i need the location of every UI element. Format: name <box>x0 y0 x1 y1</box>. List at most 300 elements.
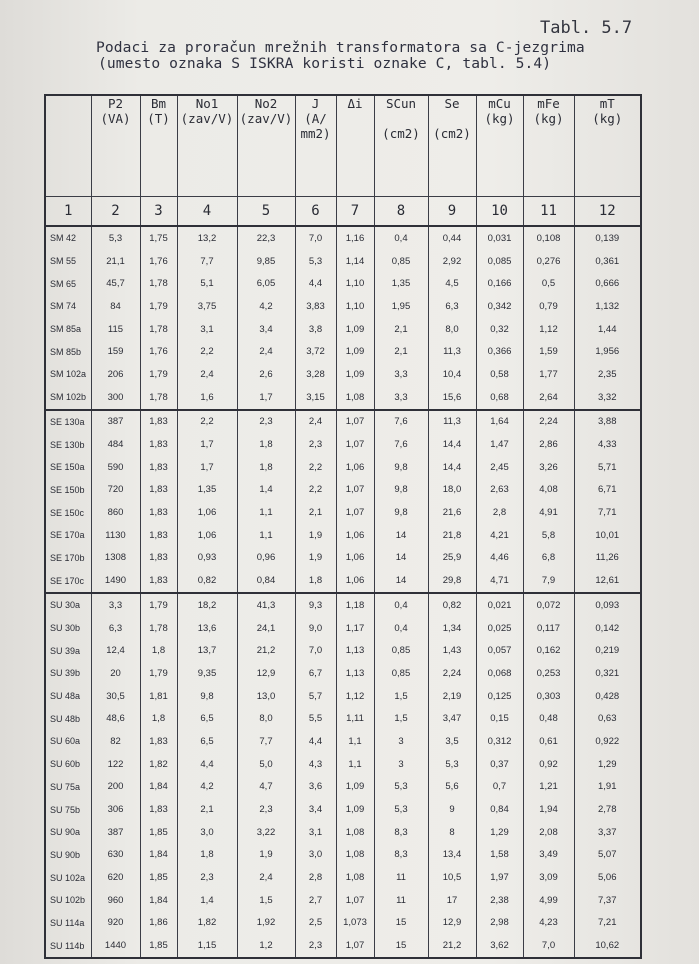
value-cell: 1,17 <box>336 617 374 640</box>
column-header-line: mm2) <box>300 126 331 141</box>
value-cell: 1,44 <box>574 318 641 341</box>
column-header-line: (kg) <box>533 111 564 126</box>
column-header-line <box>575 126 641 141</box>
value-cell: 1,78 <box>140 617 177 640</box>
value-cell: 2,4 <box>295 410 336 434</box>
value-cell: 12,9 <box>428 912 476 935</box>
value-cell: 6,3 <box>91 617 140 640</box>
value-cell: 1,83 <box>140 569 177 593</box>
core-type-cell: SE 130a <box>45 410 91 434</box>
value-cell: 12,4 <box>91 639 140 662</box>
value-cell: 1,10 <box>336 295 374 318</box>
value-cell: 6,05 <box>237 272 295 295</box>
value-cell: 206 <box>91 363 140 386</box>
value-cell: 1,83 <box>140 433 177 456</box>
value-cell: 0,79 <box>523 295 574 318</box>
value-cell: 1,9 <box>237 844 295 867</box>
value-cell: 0,031 <box>476 226 523 250</box>
column-header-7 <box>336 95 374 197</box>
value-cell: 1,7 <box>177 433 237 456</box>
value-cell: 0,44 <box>428 226 476 250</box>
value-cell: 13,0 <box>237 685 295 708</box>
value-cell: 1,79 <box>140 593 177 617</box>
value-cell: 590 <box>91 456 140 479</box>
column-header-12 <box>574 95 641 197</box>
value-cell: 12,9 <box>237 662 295 685</box>
value-cell: 5,3 <box>428 753 476 776</box>
value-cell: 0,021 <box>476 593 523 617</box>
value-cell: 0,82 <box>428 593 476 617</box>
value-cell: 2,92 <box>428 250 476 273</box>
core-type-cell: SU 48b <box>45 707 91 730</box>
column-header-line: (VA) <box>100 111 131 126</box>
column-number: 5 <box>237 197 295 227</box>
value-cell: 13,6 <box>177 617 237 640</box>
value-cell: 20 <box>91 662 140 685</box>
value-cell: 0,63 <box>574 707 641 730</box>
value-cell: 7,6 <box>374 433 428 456</box>
value-cell: 1,97 <box>476 866 523 889</box>
value-cell: 1,7 <box>177 456 237 479</box>
value-cell: 9 <box>428 798 476 821</box>
value-cell: 2,3 <box>295 934 336 958</box>
value-cell: 21,2 <box>237 639 295 662</box>
column-header-line: (zav/V) <box>180 111 234 126</box>
value-cell: 0,321 <box>574 662 641 685</box>
value-cell: 2,3 <box>237 410 295 434</box>
value-cell: 1,4 <box>177 889 237 912</box>
value-cell: 21,1 <box>91 250 140 273</box>
value-cell: 1,2 <box>237 934 295 958</box>
table-row <box>45 753 641 776</box>
column-header-line: No2 <box>254 96 278 111</box>
value-cell: 3,6 <box>295 776 336 799</box>
value-cell: 3 <box>374 753 428 776</box>
value-cell: 11 <box>374 889 428 912</box>
value-cell: 29,8 <box>428 569 476 593</box>
column-header-8 <box>374 95 428 197</box>
value-cell: 2,63 <box>476 479 523 502</box>
value-cell: 1130 <box>91 524 140 547</box>
value-cell: 0,7 <box>476 776 523 799</box>
value-cell: 200 <box>91 776 140 799</box>
value-cell: 1,5 <box>237 889 295 912</box>
value-cell: 2,2 <box>177 410 237 434</box>
value-cell: 13,7 <box>177 639 237 662</box>
value-cell: 2,3 <box>237 798 295 821</box>
value-cell: 1,79 <box>140 363 177 386</box>
value-cell: 1,13 <box>336 639 374 662</box>
value-cell: 1,09 <box>336 318 374 341</box>
value-cell: 6,71 <box>574 479 641 502</box>
core-type-cell: SU 75a <box>45 776 91 799</box>
value-cell: 1,06 <box>177 501 237 524</box>
column-number: 3 <box>140 197 177 227</box>
value-cell: 1,5 <box>374 707 428 730</box>
value-cell: 4,4 <box>295 272 336 295</box>
core-type-cell: SM 55 <box>45 250 91 273</box>
value-cell: 1,81 <box>140 685 177 708</box>
value-cell: 3,15 <box>295 386 336 410</box>
value-cell: 15,6 <box>428 386 476 410</box>
value-cell: 0,37 <box>476 753 523 776</box>
value-cell: 1,83 <box>140 479 177 502</box>
value-cell: 3,72 <box>295 340 336 363</box>
value-cell: 7,0 <box>523 934 574 958</box>
value-cell: 3,5 <box>428 730 476 753</box>
value-cell: 2,1 <box>177 798 237 821</box>
value-cell: 13,2 <box>177 226 237 250</box>
value-cell: 5,71 <box>574 456 641 479</box>
table-row <box>45 363 641 386</box>
value-cell: 1,21 <box>523 776 574 799</box>
table-row <box>45 685 641 708</box>
value-cell: 7,37 <box>574 889 641 912</box>
value-cell: 5,3 <box>295 250 336 273</box>
column-header-line <box>337 126 374 141</box>
value-cell: 1,09 <box>336 798 374 821</box>
value-cell: 0,253 <box>523 662 574 685</box>
value-cell: 2,4 <box>237 866 295 889</box>
value-cell: 1,34 <box>428 617 476 640</box>
value-cell: 4,7 <box>237 776 295 799</box>
value-cell: 5,6 <box>428 776 476 799</box>
value-cell: 11,3 <box>428 410 476 434</box>
value-cell: 1,85 <box>140 866 177 889</box>
table-label: Tabl. 5.7 <box>540 18 633 38</box>
value-cell: 10,4 <box>428 363 476 386</box>
value-cell: 21,8 <box>428 524 476 547</box>
value-cell: 0,32 <box>476 318 523 341</box>
value-cell: 300 <box>91 386 140 410</box>
table-row <box>45 272 641 295</box>
column-header-line <box>477 126 523 141</box>
core-type-cell: SU 48a <box>45 685 91 708</box>
value-cell: 0,117 <box>523 617 574 640</box>
table-row <box>45 844 641 867</box>
value-cell: 9,85 <box>237 250 295 273</box>
value-cell: 7,9 <box>523 569 574 593</box>
value-cell: 2,6 <box>237 363 295 386</box>
core-type-cell: SU 75b <box>45 798 91 821</box>
column-number: 11 <box>523 197 574 227</box>
value-cell: 1,16 <box>336 226 374 250</box>
value-cell: 6,7 <box>295 662 336 685</box>
value-cell: 1,11 <box>336 707 374 730</box>
table-row <box>45 617 641 640</box>
column-header-2 <box>91 95 140 197</box>
column-header-line: Δi <box>347 96 363 111</box>
value-cell: 84 <box>91 295 140 318</box>
value-cell: 387 <box>91 821 140 844</box>
value-cell: 9,35 <box>177 662 237 685</box>
core-type-cell: SM 65 <box>45 272 91 295</box>
table-row <box>45 479 641 502</box>
value-cell: 2,64 <box>523 386 574 410</box>
value-cell: 1,07 <box>336 479 374 502</box>
value-cell: 2,2 <box>177 340 237 363</box>
value-cell: 1,09 <box>336 340 374 363</box>
value-cell: 122 <box>91 753 140 776</box>
value-cell: 1,83 <box>140 798 177 821</box>
column-header-line: mCu <box>488 96 511 111</box>
value-cell: 0,085 <box>476 250 523 273</box>
value-cell: 1,07 <box>336 889 374 912</box>
core-type-cell: SM 102a <box>45 363 91 386</box>
value-cell: 2,38 <box>476 889 523 912</box>
value-cell: 1,84 <box>140 776 177 799</box>
value-cell: 48,6 <box>91 707 140 730</box>
value-cell: 1,83 <box>140 501 177 524</box>
value-cell: 1,15 <box>177 934 237 958</box>
value-cell: 1,06 <box>336 547 374 570</box>
value-cell: 2,1 <box>374 318 428 341</box>
value-cell: 2,3 <box>177 866 237 889</box>
value-cell: 1,09 <box>336 363 374 386</box>
value-cell: 1440 <box>91 934 140 958</box>
value-cell: 10,62 <box>574 934 641 958</box>
value-cell: 1,84 <box>140 889 177 912</box>
value-cell: 387 <box>91 410 140 434</box>
value-cell: 1,06 <box>177 524 237 547</box>
value-cell: 5,7 <box>295 685 336 708</box>
transformer-data-table <box>44 94 642 959</box>
value-cell: 860 <box>91 501 140 524</box>
value-cell: 14 <box>374 524 428 547</box>
value-cell: 1,47 <box>476 433 523 456</box>
value-cell: 2,08 <box>523 821 574 844</box>
value-cell: 13,4 <box>428 844 476 867</box>
value-cell: 1,956 <box>574 340 641 363</box>
value-cell: 2,98 <box>476 912 523 935</box>
value-cell: 3,4 <box>295 798 336 821</box>
core-type-cell: SM 85a <box>45 318 91 341</box>
value-cell: 0,025 <box>476 617 523 640</box>
value-cell: 3,09 <box>523 866 574 889</box>
value-cell: 11,3 <box>428 340 476 363</box>
value-cell: 5,3 <box>374 776 428 799</box>
core-type-cell: SE 150c <box>45 501 91 524</box>
column-header-line <box>46 96 91 111</box>
value-cell: 0,125 <box>476 685 523 708</box>
core-type-cell: SM 85b <box>45 340 91 363</box>
column-header-line: Bm <box>150 96 167 111</box>
value-cell: 0,61 <box>523 730 574 753</box>
value-cell: 960 <box>91 889 140 912</box>
value-cell: 14 <box>374 569 428 593</box>
value-cell: 4,23 <box>523 912 574 935</box>
value-cell: 8,0 <box>237 707 295 730</box>
value-cell: 3,8 <box>295 318 336 341</box>
value-cell: 1,91 <box>574 776 641 799</box>
column-number: 12 <box>574 197 641 227</box>
value-cell: 1,83 <box>140 456 177 479</box>
value-cell: 22,3 <box>237 226 295 250</box>
value-cell: 620 <box>91 866 140 889</box>
value-cell: 3,22 <box>237 821 295 844</box>
value-cell: 1,59 <box>523 340 574 363</box>
column-header-line: J <box>311 96 320 111</box>
value-cell: 21,6 <box>428 501 476 524</box>
column-number: 8 <box>374 197 428 227</box>
column-header-line <box>524 126 574 141</box>
value-cell: 9,8 <box>374 501 428 524</box>
table-row <box>45 318 641 341</box>
value-cell: 1,7 <box>237 386 295 410</box>
table-row <box>45 776 641 799</box>
core-type-cell: SE 130b <box>45 433 91 456</box>
value-cell: 10,5 <box>428 866 476 889</box>
value-cell: 0,166 <box>476 272 523 295</box>
value-cell: 1,82 <box>140 753 177 776</box>
column-number: 2 <box>91 197 140 227</box>
value-cell: 0,48 <box>523 707 574 730</box>
value-cell: 3 <box>374 730 428 753</box>
table-row <box>45 456 641 479</box>
column-header-line: SCun <box>385 96 417 111</box>
core-type-cell: SE 150b <box>45 479 91 502</box>
core-type-cell: SU 39b <box>45 662 91 685</box>
value-cell: 1,76 <box>140 250 177 273</box>
value-cell: 7,71 <box>574 501 641 524</box>
value-cell: 5,3 <box>91 226 140 250</box>
value-cell: 5,1 <box>177 272 237 295</box>
value-cell: 0,5 <box>523 272 574 295</box>
value-cell: 1,95 <box>374 295 428 318</box>
value-cell: 0,92 <box>523 753 574 776</box>
table-row <box>45 707 641 730</box>
value-cell: 8 <box>428 821 476 844</box>
value-cell: 1,9 <box>295 524 336 547</box>
value-cell: 159 <box>91 340 140 363</box>
value-cell: 0,93 <box>177 547 237 570</box>
column-header-line: (cm2) <box>382 126 420 141</box>
value-cell: 3,1 <box>177 318 237 341</box>
value-cell: 2,19 <box>428 685 476 708</box>
value-cell: 2,3 <box>295 433 336 456</box>
value-cell: 17 <box>428 889 476 912</box>
value-cell: 1,1 <box>336 730 374 753</box>
table-row <box>45 295 641 318</box>
value-cell: 1,8 <box>140 707 177 730</box>
value-cell: 4,91 <box>523 501 574 524</box>
value-cell: 7,0 <box>295 639 336 662</box>
value-cell: 1490 <box>91 569 140 593</box>
value-cell: 14,4 <box>428 433 476 456</box>
value-cell: 2,2 <box>295 456 336 479</box>
table-row <box>45 547 641 570</box>
core-type-cell: SE 170c <box>45 569 91 593</box>
value-cell: 41,3 <box>237 593 295 617</box>
value-cell: 1,09 <box>336 776 374 799</box>
value-cell: 0,139 <box>574 226 641 250</box>
value-cell: 3,26 <box>523 456 574 479</box>
column-number: 7 <box>336 197 374 227</box>
core-type-cell: SM 102b <box>45 386 91 410</box>
value-cell: 1,83 <box>140 730 177 753</box>
value-cell: 3,75 <box>177 295 237 318</box>
value-cell: 0,96 <box>237 547 295 570</box>
table-row <box>45 821 641 844</box>
column-number: 10 <box>476 197 523 227</box>
caption-line-1: Podaci za proračun mrežnih transformatora sa C-jezgrima <box>96 39 585 56</box>
value-cell: 1,64 <box>476 410 523 434</box>
value-cell: 1,75 <box>140 226 177 250</box>
value-cell: 12,61 <box>574 569 641 593</box>
value-cell: 1,83 <box>140 524 177 547</box>
value-cell: 3,28 <box>295 363 336 386</box>
value-cell: 1,35 <box>374 272 428 295</box>
value-cell: 4,3 <box>295 753 336 776</box>
value-cell: 0,057 <box>476 639 523 662</box>
value-cell: 0,4 <box>374 226 428 250</box>
value-cell: 0,276 <box>523 250 574 273</box>
value-cell: 11 <box>374 866 428 889</box>
core-type-cell: SE 150a <box>45 456 91 479</box>
value-cell: 0,428 <box>574 685 641 708</box>
value-cell: 2,5 <box>295 912 336 935</box>
value-cell: 3,3 <box>374 363 428 386</box>
value-cell: 1,58 <box>476 844 523 867</box>
column-header-line <box>178 126 237 141</box>
value-cell: 0,4 <box>374 593 428 617</box>
value-cell: 3,3 <box>374 386 428 410</box>
value-cell: 1,78 <box>140 318 177 341</box>
value-cell: 5,07 <box>574 844 641 867</box>
core-type-cell: SU 60b <box>45 753 91 776</box>
value-cell: 1,07 <box>336 501 374 524</box>
value-cell: 1,84 <box>140 844 177 867</box>
core-type-cell: SU 60a <box>45 730 91 753</box>
value-cell: 1,1 <box>237 524 295 547</box>
value-cell: 3,83 <box>295 295 336 318</box>
table-row <box>45 569 641 593</box>
column-header-line: (kg) <box>484 111 515 126</box>
value-cell: 630 <box>91 844 140 867</box>
value-cell: 14,4 <box>428 456 476 479</box>
column-header-line <box>238 126 295 141</box>
value-cell: 0,068 <box>476 662 523 685</box>
core-type-cell: SU 114b <box>45 934 91 958</box>
value-cell: 21,2 <box>428 934 476 958</box>
value-cell: 1,18 <box>336 593 374 617</box>
value-cell: 1,06 <box>336 569 374 593</box>
value-cell: 2,4 <box>237 340 295 363</box>
value-cell: 1,07 <box>336 934 374 958</box>
column-number: 9 <box>428 197 476 227</box>
value-cell: 5,06 <box>574 866 641 889</box>
value-cell: 1,76 <box>140 340 177 363</box>
value-cell: 0,4 <box>374 617 428 640</box>
value-cell: 1,13 <box>336 662 374 685</box>
table-row <box>45 433 641 456</box>
core-type-cell: SE 170b <box>45 547 91 570</box>
value-cell: 5,3 <box>374 798 428 821</box>
value-cell: 484 <box>91 433 140 456</box>
column-header-line <box>92 126 140 141</box>
column-header-5 <box>237 95 295 197</box>
value-cell: 1,073 <box>336 912 374 935</box>
value-cell: 3,47 <box>428 707 476 730</box>
column-number: 4 <box>177 197 237 227</box>
value-cell: 30,5 <box>91 685 140 708</box>
column-header-6 <box>295 95 336 197</box>
table-row <box>45 866 641 889</box>
table-row <box>45 639 641 662</box>
value-cell: 3,4 <box>237 318 295 341</box>
value-cell: 2,24 <box>428 662 476 685</box>
table-body <box>45 226 641 958</box>
